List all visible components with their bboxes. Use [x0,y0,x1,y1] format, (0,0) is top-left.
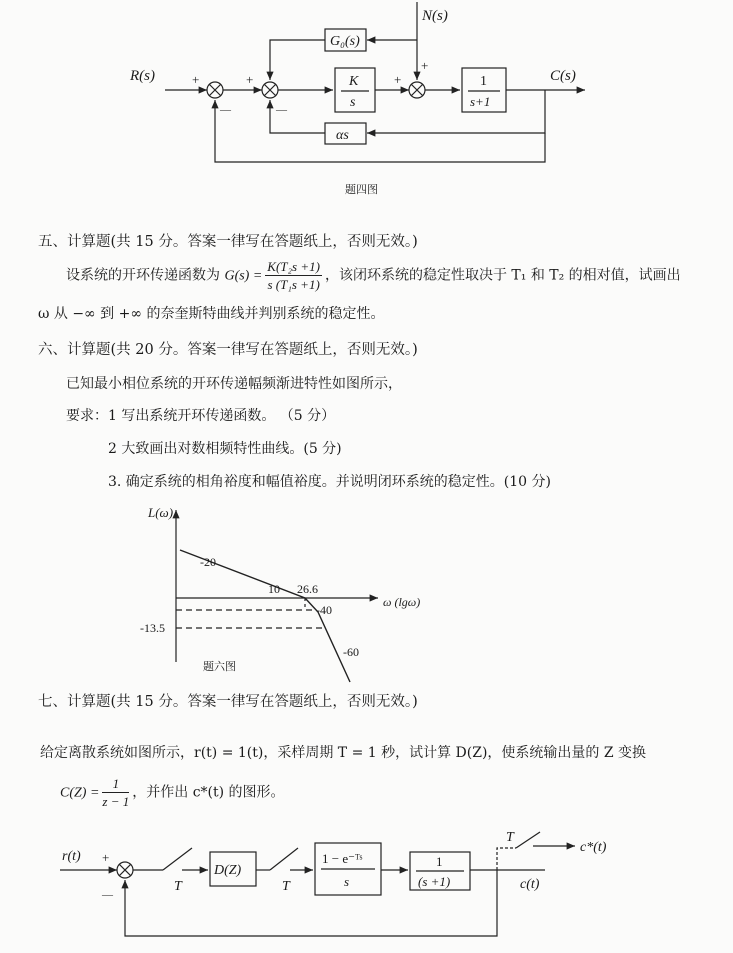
q5-text: 设系统的开环传递函数为 [66,267,220,284]
plus-sign: + [246,72,254,87]
cz-lhs: C(Z) = [60,785,100,801]
q6-heading: 六、计算题(共 20 分。答案一律写在答题纸上，否则无效。) [38,342,418,358]
zoh-numerator: 1 − e⁻ᵀˢ [322,851,363,866]
q5-text-after: ，该闭环系统的稳定性取决于 T₁ 和 T₂ 的相对值，试画出 [324,267,681,284]
q6-req3: 3. 确定系统的相角裕度和幅值裕度。并说明闭环系统的稳定性。(10 分) [108,474,551,490]
cz-denominator: z − 1 [102,794,130,809]
sampler-switch-2 [270,848,298,870]
formula-denominator: s (T₁s +1) [267,277,320,292]
cz-after: ，并作出 c*(t) 的图形。 [132,784,285,801]
input-label: R(s) [130,68,155,84]
slope-label-2: -40 [316,603,332,617]
freq-label-2: 26.6 [297,582,318,596]
q5-line2: ω 从 −∞ 到 +∞ 的奈奎斯特曲线并判别系统的稳定性。 [38,306,385,322]
slope-label-3: -60 [343,645,359,659]
minus-sign: — [220,104,231,116]
output-label: C(s) [550,68,576,84]
minus-sign: — [276,104,287,116]
controller-label: D(Z) [214,863,242,878]
plus-sign: + [192,72,200,87]
cz-numerator: 1 [102,775,129,793]
sampled-output-label: c*(t) [580,840,607,855]
k-numerator: K [349,74,359,89]
x-axis-label: ω (lgω) [383,595,421,609]
figure4-caption: 题四图 [345,184,378,196]
sampler-label-2: T [282,879,290,894]
figure6-caption: 题六图 [203,661,236,673]
freq-label-1: 10 [268,582,280,596]
plant-numerator: 1 [436,854,443,869]
q6-req1: 要求：1 写出系统开环传递函数。 （5 分） [66,408,336,424]
plus-sign: + [421,58,429,73]
formula-numerator: K(T₂s +1) [267,259,320,274]
q6-req2: 2 大致画出对数相频特性曲线。(5 分) [108,441,342,457]
y-axis-label: L(ω) [148,505,174,520]
plant-denominator: (s +1) [418,874,451,889]
formula-lhs: G(s) = [224,268,263,284]
k-denominator: s [350,95,356,110]
input-label: r(t) [62,849,81,864]
plant-numerator: 1 [480,74,487,89]
level-label: -13.5 [140,621,165,635]
sampler-label-3: T [506,830,514,845]
q7-heading: 七、计算题(共 15 分。答案一律写在答题纸上，否则无效。) [38,694,418,710]
q5-heading: 五、计算题(共 15 分。答案一律写在答题纸上，否则无效。) [38,234,418,250]
g0-label: G₀(s) [330,34,360,49]
plus-sign: + [394,72,402,87]
output-label: c(t) [520,877,540,892]
zoh-denominator: s [344,874,350,889]
sampler-switch-1 [163,848,192,870]
sampler-label-1: T [174,879,182,894]
q6-intro: 已知最小相位系统的开环传递幅频渐进特性如图所示， [66,376,402,392]
plus-sign: + [102,850,110,865]
plant-denominator: s+1 [470,94,491,109]
minus-sign: — [102,889,113,901]
slope-label-1: -20 [200,555,216,569]
alpha-s-label: αs [336,128,349,143]
disturbance-label: N(s) [422,8,448,24]
q7-paragraph: 给定离散系统如图所示，r(t) = 1(t)，采样周期 T = 1 秒，试计算 D(Z)，使系统输出量的 Z 变换 [40,745,647,761]
